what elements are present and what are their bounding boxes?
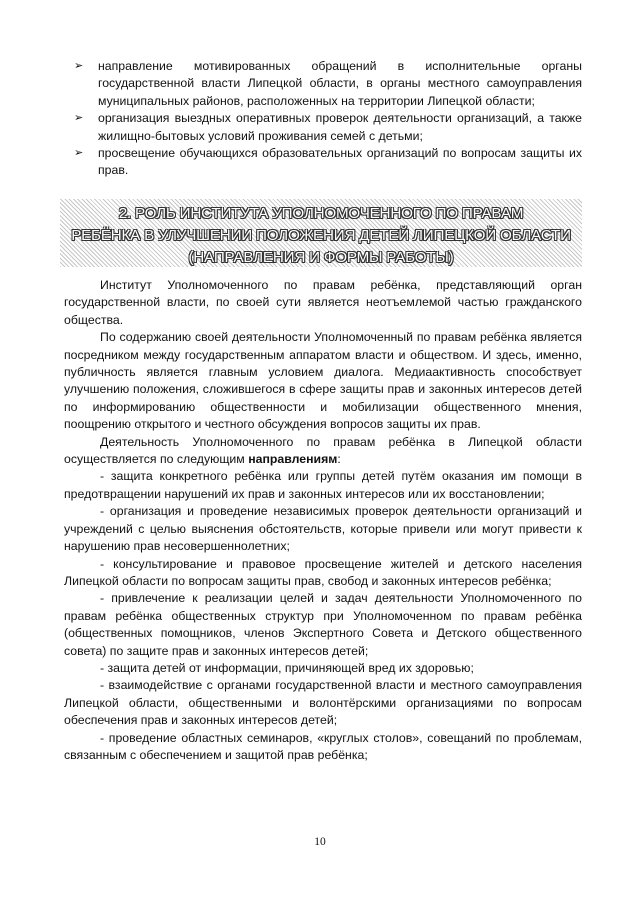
emphasis-text: направлениям [248,452,338,467]
list-item-text: просвещение обучающихся образовательных организаций по вопросам защиты их прав. [98,146,582,178]
section-heading-line: (НАПРАВЛЕНИЯ И ФОРМЫ РАБОТЫ) [188,249,454,266]
section-heading-line: 2. РОЛЬ ИНСТИТУТА УПОЛНОМОЧЕННОГО ПО ПРАВАМ [118,205,524,222]
direction-item: - консультирование и правовое просвещение жителей и детского населения Липецкой области по вопросам защиты прав, свобод и законных интересов ребёнка; [64,556,582,588]
arrow-bullet-icon: ➢ [74,112,84,125]
arrow-bullet-icon: ➢ [74,60,84,72]
paragraph: По содержанию своей деятельности Уполномоченный по правам ребёнка является посредником между государственным аппаратом власти и обществом. И здесь, именно, публичность является главным условием диалога. Медиаактивность способствует улучшению положения, сложившегося в сфере защиты прав и законных интересов детей по информированию общественности и мобилизации общественного мнения, поощрению открытого и честного обсуждения вопросов защиты их прав. [64,330,582,432]
arrow-bullet-icon: ➢ [74,147,84,160]
paragraph [64,434,582,469]
body-text [64,277,582,764]
direction-item: - взаимодействие с органами государственной власти и местного самоуправления Липецкой области, общественными и волонтёрскими организациями по вопросам обеспечения прав и законных интересов детей; [64,678,582,728]
list-item-text: организация выездных оперативных проверок деятельности организаций, а также жилищно-бытовых условий проживания семей с детьми; [98,111,582,143]
direction-item: - защита детей от информации, причиняющей вред их здоровью; [100,660,474,675]
section-heading [60,199,582,267]
direction-item: - защита конкретного ребёнка или группы детей путём оказания им помощи в предотвращении нарушений их прав и законных интересов или их восстановлении; [64,469,582,501]
direction-item: - проведение областных семинаров, «круглых столов», совещаний по проблемам, связанным с обеспечением и защитой прав ребёнка; [64,730,582,762]
list-item [64,58,582,110]
page-number: 10 [314,836,326,848]
paragraph-text: Деятельность Уполномоченного по правам ребёнка в Липецкой области осуществляется по следующим [64,434,582,467]
paragraph-text: : [337,452,341,467]
list-item [64,145,582,180]
bullet-list [64,58,582,180]
list-item-text: направление мотивированных обращений в исполнительные органы государственной власти Липецкой области, в органы местного самоуправления муниципальных районов, расположенных на территории Липецкой области; [98,59,582,108]
section-heading-line: РЕБЁНКА В УЛУЧШЕНИИ ПОЛОЖЕНИЯ ДЕТЕЙ ЛИПЕЦКОЙ ОБЛАСТИ [71,227,571,244]
paragraph: Институт Уполномоченного по правам ребёнка, представляющий орган государственной власти, по своей сути является неотъемлемой частью гражданского общества. [64,278,582,327]
direction-item: - привлечение к реализации целей и задач деятельности Уполномоченного по правам ребёнка общественных структур при Уполномоченном по правам ребёнка (общественных помощников, членов Экспертного Совета и Детского общественного совета) по защите прав и законных интересов детей; [64,591,582,658]
list-item [64,110,582,145]
direction-item: - организация и проведение независимых проверок деятельности организаций и учреждений с целью выяснения обстоятельств, которые привели или могут привести к нарушению прав несовершеннолетних; [64,504,582,554]
